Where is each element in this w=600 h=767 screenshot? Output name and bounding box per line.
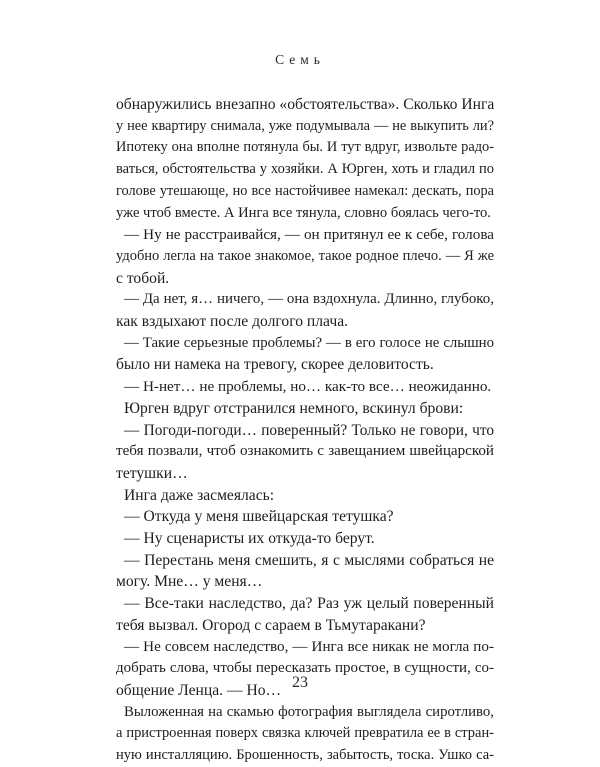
text-line: — Да нет, я… ничего, — она вздохнула. Длинно, глубоко, xyxy=(124,291,494,308)
text-line: Юрген вдруг отстранился немного, вскинул брови: xyxy=(124,399,464,417)
text-line: как вздыхают после долгого плача. xyxy=(116,313,349,331)
text-line: тетушки… xyxy=(116,464,188,482)
text-line: — Не совсем наследство, — Инга все никак не могла по- xyxy=(124,638,494,655)
text-line: тебя вызвал. Огород с сараем в Тьмутаракани? xyxy=(116,616,426,634)
text-line: — Н-нет… не проблемы, но… как-то все… неожиданно. xyxy=(124,378,492,396)
text-line: обнаружились внезапно «обстоятельства». Сколько Инга xyxy=(116,96,495,113)
text-line: — Ну сценаристы их откуда-то берут. xyxy=(124,530,375,548)
text-line: Ипотеку она вполне потянула бы. И тут вдруг, извольте радо- xyxy=(116,139,494,156)
text-line: — Перестань меня смешить, я с мыслями собраться не xyxy=(124,551,494,569)
text-line: голове утешающе, но все настойчивее намекал: дескать, пора xyxy=(116,182,494,199)
text-line: — Ну не расстраивайся, — он притянул ее к себе, голова xyxy=(124,226,494,244)
text-line: уже чтоб вместе. А Инга все тянула, словно боялась чего-то. xyxy=(116,204,491,221)
body-text xyxy=(116,94,494,767)
text-line: с тобой. xyxy=(116,269,170,287)
text-line: Выложенная на скамью фотография выглядела сиротливо, xyxy=(124,703,494,720)
text-line: было ни намека на тревогу, скорее деловитость. xyxy=(116,356,434,374)
text-line: — Такие серьезные проблемы? — в его голосе не слышно xyxy=(124,334,494,351)
text-line: — Откуда у меня швейцарская тетушка? xyxy=(124,508,394,526)
text-line: общение Ленца. — Но… xyxy=(116,681,282,699)
text-line: ваться, обстоятельства у хозяйки. А Юрген, хоть и гладил по xyxy=(116,161,494,178)
text-line: Инга даже засмеялась: xyxy=(124,486,275,504)
running-header: Семь xyxy=(275,52,325,67)
page-number: 23 xyxy=(292,674,308,691)
text-line: а пристроенная поверх связка ключей превратила ее в стран- xyxy=(116,725,494,742)
text-line: ную инсталляцию. Брошенность, забытость, тоска. Ушко са- xyxy=(116,747,494,764)
text-line: могу. Мне… у меня… xyxy=(116,573,263,591)
text-line: тебя позвали, чтоб ознакомить с завещанием швейцарской xyxy=(116,443,494,460)
text-line: добрать слова, чтобы пересказать простое, в сущности, со- xyxy=(116,660,494,677)
text-line: — Погоди-погоди… поверенный? Только не говори, что xyxy=(124,421,494,439)
text-line: у нее квартиру снимала, уже подумывала — не выкупить ли? xyxy=(116,117,494,134)
text-line: — Все-таки наследство, да? Раз уж целый поверенный xyxy=(124,595,494,613)
text-line: удобно легла на такое знакомое, такое родное плечо. — Я же xyxy=(116,247,494,264)
